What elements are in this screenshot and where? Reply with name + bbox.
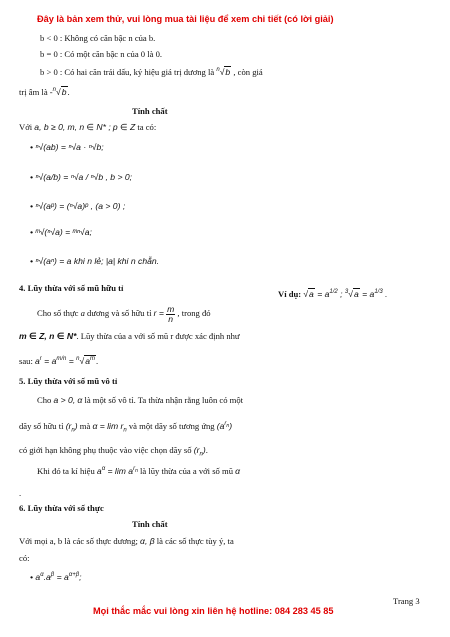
root-case-negative: b < 0 : Không có căn bậc n của b. (40, 33, 156, 43)
property-power-product: • $a^\alpha.a^\beta = a^{\alpha+\beta}$; (30, 572, 82, 582)
sec4-line2-text: . Lũy thừa của a với số mũ r được xác định như (76, 331, 240, 341)
sec4-condition: m ∈ Z, n ∈ N* (19, 331, 77, 341)
condition-p: p ∈ Z (112, 122, 136, 132)
fraction-denominator: n (168, 313, 174, 324)
section-5-line-4 (37, 466, 240, 476)
sec5-line2-a: dãy số hữu tỉ (19, 421, 64, 431)
section-4-line-2 (19, 331, 240, 342)
section-6-line-2: có: (19, 553, 30, 563)
sec5-line1-text: là một số vô tỉ. Ta thừa nhận rằng luôn có một (84, 395, 244, 405)
limit-alpha-formula: $\alpha = \lim r_n$ (92, 421, 127, 434)
section-4-line-3 (19, 356, 98, 366)
sec6-line1-a: Với mọi a, b là các số thực dương; (19, 536, 138, 546)
alpha-symbol-2: α (235, 466, 241, 476)
nth-root-b-symbol: $^n$√b (216, 67, 231, 77)
section-4-line-1 (37, 305, 211, 323)
sec5-line2-b: mà (79, 421, 91, 431)
root-case-positive-tail: , còn giá (233, 67, 263, 77)
sec5-line3-text: có giới hạn không phụ thuộc vào việc chọn dãy số (19, 445, 192, 455)
hotline-banner: Mọi thắc mắc vui lòng xin liên hệ hotline: 084 283 45 85 (93, 606, 334, 616)
root-case-positive (40, 67, 263, 77)
sec4-r-equals: r = (153, 308, 164, 319)
rational-sequence-rn: $(r_n)$ (65, 421, 78, 434)
condition-mn: m, n ∈ N* ; (67, 122, 111, 132)
properties-heading: Tính chất (132, 106, 168, 116)
sec6-line1-b: là các số thực tùy ý, ta (156, 536, 234, 546)
sec5-line4-a: Khi đó ta kí hiệu (37, 466, 95, 476)
section-4-heading: 4. Lũy thừa với số mũ hữu tỉ (19, 283, 124, 293)
section-5-line-3 (19, 445, 208, 458)
sec5-cho: Cho (37, 395, 52, 405)
property-quotient-root: • ⁿ√(a/b) = ⁿ√a / ⁿ√b , b > 0; (30, 172, 133, 182)
condition-ab: a, b ≥ 0, (34, 122, 66, 132)
section-6-subheading: Tính chất (132, 519, 168, 529)
property-product-root: • ⁿ√(ab) = ⁿ√a · ⁿ√b; (30, 142, 104, 152)
property-nested-root: • ᵐ√(ⁿ√a) = ᵐⁿ√a; (30, 227, 92, 237)
example-formula: $√a = a^{1/2}$ ; $^3√a = a^{1/3}$ . (303, 289, 388, 299)
sec4-line3-tail: . (96, 356, 99, 366)
sec5-line3-tail: . (205, 445, 208, 455)
section-5-line-1 (37, 395, 243, 405)
sec4-var-a: a (80, 308, 85, 319)
example-box (278, 289, 387, 299)
sequence-rn-choice: $(r_n)$ (193, 445, 206, 458)
preview-banner: Đây là bản xem thử, vui lòng mua tài liệu để xem chi tiết (có lời giải) (37, 14, 334, 24)
root-negative-value-line (19, 87, 70, 97)
negative-value-text: trị âm là - (19, 87, 53, 97)
alpha-symbol: α (77, 395, 83, 405)
property-root-of-power: • ⁿ√(aⁿ) = a khi n lẻ; |a| khi n chẵn. (30, 256, 160, 266)
sec5-condition: a > 0, (53, 395, 76, 405)
fraction-m-over-n (166, 305, 175, 323)
sec4-sau: sau: (19, 356, 33, 366)
section-6-line-1 (19, 536, 234, 546)
alpha-beta-symbols: α, β (140, 536, 155, 546)
rational-exponent-formula: $a^r = a^{m/n} = ^n√a^m$ (35, 356, 96, 366)
negative-value-tail: . (67, 87, 70, 97)
nth-root-b-negative: $^n$√b (52, 87, 67, 97)
section-5-dot: . (19, 488, 22, 498)
root-case-zero: b = 0 : Có một căn bậc n của 0 là 0. (40, 49, 163, 59)
section-6-heading: 6. Lũy thừa với số thực (19, 503, 104, 513)
sec5-line2-c: và một dãy số tương ứng (128, 421, 215, 431)
sec5-line4-b: là lũy thừa của a với số mũ (140, 466, 233, 476)
irrational-power-definition: $a^\alpha = \lim a^{r_n}$ (96, 466, 138, 476)
page-number: Trang 3 (393, 596, 420, 606)
property-power-root: • ⁿ√(aᵖ) = (ⁿ√a)ᵖ , (a > 0) ; (30, 201, 126, 211)
sec4-text-d: , trong đó (177, 308, 211, 319)
sec4-text-c: dương và số hữu tỉ (87, 308, 152, 319)
section-5-heading: 5. Lũy thừa với số mũ vô tỉ (19, 376, 118, 386)
conditions-suffix: ta có: (137, 122, 157, 132)
sec4-text-a: Cho số thực (37, 308, 79, 319)
fraction-numerator: m (167, 304, 175, 314)
section-5-line-2 (19, 421, 232, 434)
conditions-prefix: Với (19, 122, 33, 132)
properties-conditions (19, 122, 156, 133)
root-case-positive-text: b > 0 : Có hai căn trái dấu, ký hiệu giá trị dương là (40, 67, 215, 77)
sequence-a-rn: $(a^{r_n})$ (216, 421, 233, 431)
example-label: Ví dụ: (278, 289, 302, 299)
